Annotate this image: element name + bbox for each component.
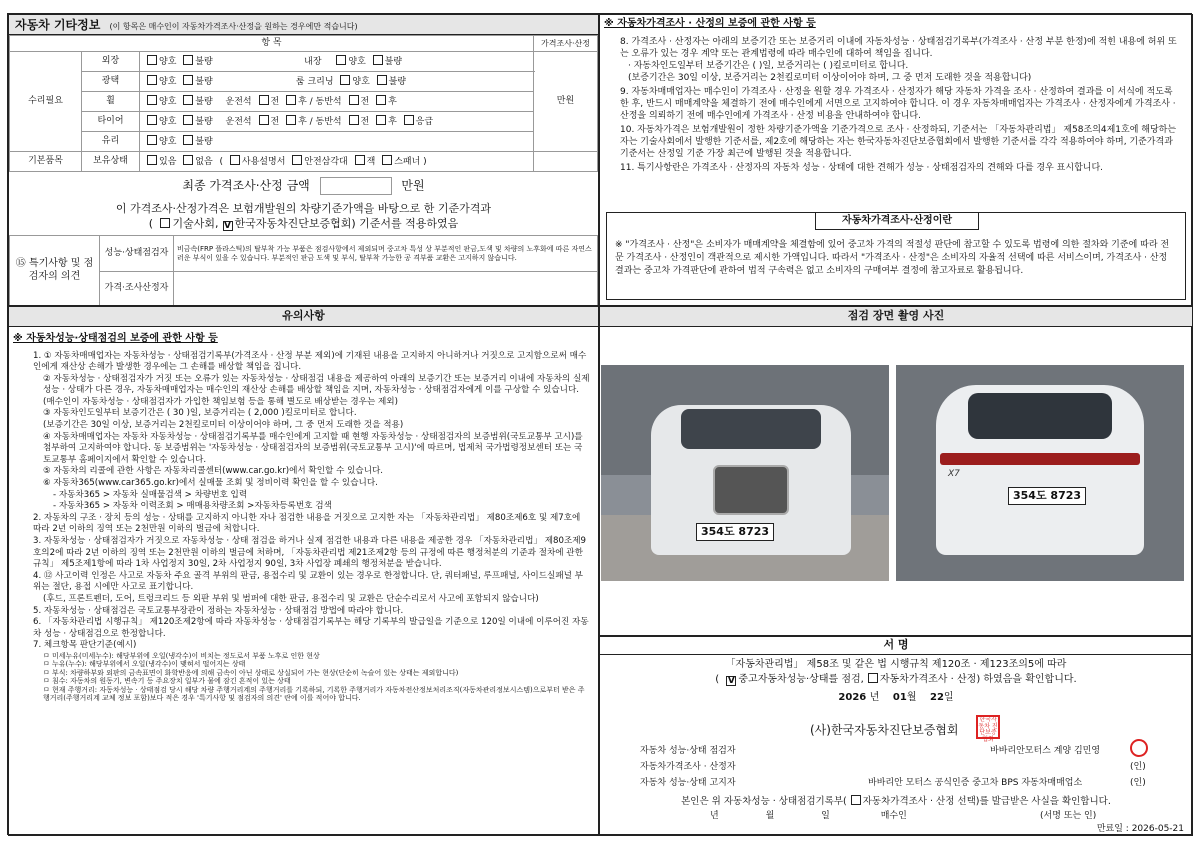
front-license-plate: 354도 8723: [696, 523, 774, 541]
rear-car-badge: X7: [948, 469, 960, 479]
wheel-bad-checkbox[interactable]: [183, 95, 193, 105]
tire-driver-front-checkbox[interactable]: [259, 115, 269, 125]
room-good-checkbox[interactable]: [340, 75, 350, 85]
guarantee-item-9: 9. 자동차매매업자는 매수인이 가격조사 · 산정을 원할 경우 가격조사 · 산정자가 해당 자동차 가격을 조사 · 산정하여 결과를 이 서식에 적도록 한 후, 반드시 매매계약을 체결하기 전에 매수인에게 서면으로 고지하여야 합니다. 이 경우 자동차매매업자는 가격조사 · 산정자에게 가격조사 · 산정을 의뢰하기 전에 매수인에게 가격조사 · 산정 비용을 안내하여야 합니다.: [620, 86, 1176, 121]
criteria-corrosion: ㅁ 부식: 차량하부와 외판의 금속표면이 화학반응에 의해 금속이 아닌 상태로 상실되어 가는 현상(단순히 녹슬어 있는 상태는 제외합니다): [43, 668, 459, 677]
tire-bad-checkbox[interactable]: [183, 115, 193, 125]
kada-checkbox[interactable]: V: [224, 221, 231, 231]
note-1-1: 1. ① 자동차매매업자는 자동차성능 · 상태점검기록부(가격조사 · 산정 부분 제외)에 기재된 내용을 고지하지 아니하거나 거짓으로 고지함으로써 매수인에게 재산상 손해가 발생한 경우에는 그 손해를 배상할 책임을 집니다.: [33, 350, 587, 373]
repair-price-unit: 만원: [534, 52, 598, 152]
none-checkbox[interactable]: [183, 155, 193, 165]
opinion-inspector-text: 비금속(FRP 플라스틱)의 탈부착 가능 부품은 점검사항에서 제외되며 중고차 특성 상 부분적인 판금,도색 및 차량의 노후화에 따른 자연스러운 부식이 있을 수 있습니다. 부분적인 판금 도색 및 부식, 탈부착 가능한 공 격부품 교환은 고지하지 않습니다.: [174, 236, 598, 272]
buyer-signature-field[interactable]: (서명 또는 인): [1040, 811, 1097, 821]
criteria-leak: ㅁ 누유(누수): 해당부위에서 오일(냉각수)이 맺혀서 떨어지는 상태: [43, 660, 246, 669]
signature-org: (사)한국자동차진단보증협회: [810, 723, 959, 737]
gloss-label: 광택: [82, 72, 140, 92]
note-1-5: ⑤ 자동차의 리콜에 관한 사항은 자동차리콜센터(www.car.go.kr)에서 확인할 수 있습니다.: [43, 466, 384, 477]
price-column-header: 가격조사·산정: [534, 36, 598, 52]
price-guarantee-panel: [599, 14, 1193, 306]
note-1-6-a: - 자동차365 > 자동차 실매물검색 > 차량번호 입력: [53, 489, 248, 500]
price-definition-title: 자동차가격조사·산정이란: [815, 212, 979, 230]
room-cleaning-label: 룸 크리닝: [295, 76, 334, 87]
note-7-criteria: [33, 652, 590, 702]
note-5: 5. 자동차성능 · 상태점검은 국토교통부장관이 정하는 자동차성능 · 상태점검 방법에 따라야 합니다.: [33, 605, 404, 616]
notes-header: 유의사항: [9, 307, 598, 327]
spanner-checkbox[interactable]: [382, 155, 392, 165]
opinion-appraiser-text: [174, 272, 598, 306]
guarantee-item-8: 8. 가격조사 · 산정자는 아래의 보증기간 또는 보증거리 이내에 자동차성능 · 상태점검기록부(가격조사 · 산정 부분 한정)에 적힌 내용에 허위 또는 오류가 있는 경우 계약 또는 관계법령에 따라 매수인에 대하여 책임을 집니다.: [620, 36, 1177, 59]
front-car-windshield: [681, 409, 821, 449]
tire-label: 타이어: [82, 112, 140, 132]
interior-label: 내장: [304, 56, 322, 67]
front-car-photo: [601, 365, 889, 581]
note-1-6: ⑥ 자동차365(www.car365.go.kr)에서 실매물 조회 및 정비이력 확인을 할 수 있습니다.: [43, 478, 378, 489]
manual-checkbox[interactable]: [230, 155, 240, 165]
opinion-table: [9, 235, 598, 306]
vehicle-other-info-table: [9, 35, 598, 172]
signature-panel: [599, 636, 1193, 836]
note-4: 4. ⑫ 사고이력 인정은 사고로 자동차 주요 골격 부위의 판금, 용접수리 및 교환이 있는 경우로 한정합니다. 단, 쿼터패널, 루프패널, 사이드실패널 부위는 절단, 용접 시에만 사고로 표기합니다.: [33, 570, 583, 593]
note-2: 2. 자동차의 구조 · 장치 등의 성능 · 상태를 고지하지 아니한 자나 점검한 내용을 거짓으로 고지한 자는 「자동차관리법」 제80조제6호 및 제7호에 따라 2년 이하의 징역 또는 2천만원 이하의 벌금에 처합니다.: [33, 512, 581, 535]
final-price-row: [9, 173, 598, 199]
criteria-fine-leak: ㅁ 미세누유(미세누수): 해당부위에 오일(냉각수)이 비치는 정도로서 부품 노후로 인한 현상: [43, 651, 320, 660]
signature-date: 2026 년 01월 22일: [838, 692, 954, 703]
glass-good-checkbox[interactable]: [147, 135, 157, 145]
signature-rows: [640, 743, 1150, 791]
expiry-date: 만료일 : 2026-05-21: [1096, 824, 1184, 834]
rear-car-photo: [896, 365, 1184, 581]
price-definition-text: ※ "가격조사 · 산정"은 소비자가 매매계약을 체결함에 있어 중고차 가격의 적절성 판단에 참고할 수 있도록 법령에 의한 절차와 기준에 따라 전문 가격조사 · 산정인이 객관적으로 제시한 가액입니다. 따라서 "가격조사 · 산정"은 소비자의 자율적 선택에 따른 서비스이며, 가격조사 · 산정 결과는 중고차 가격판단에 관하여 법적 구속력은 없고 소비자의 구매여부 결정에 참고자료로 활용됩니다.: [615, 240, 1170, 276]
tire-good-checkbox[interactable]: [147, 115, 157, 125]
signature-row-appraiser: 자동차가격조사 · 산정자 (인): [640, 762, 1146, 772]
rear-car-lights: [940, 453, 1140, 465]
room-bad-checkbox[interactable]: [377, 75, 387, 85]
rear-license-plate: 354도 8723: [1008, 487, 1086, 505]
notes-list: [9, 349, 598, 703]
signature-law-line: 「자동차관리법」 제58조 및 같은 법 시행규칙 제120조 · 제123조의5에 따라: [725, 659, 1067, 670]
tire-driver-rear-checkbox[interactable]: [286, 115, 296, 125]
opinion-label: ⑮ 특기사항 및 점검자의 의견: [10, 236, 100, 306]
price-selection-checkbox[interactable]: [851, 795, 861, 805]
interior-bad-checkbox[interactable]: [373, 55, 383, 65]
wheel-label: 휠: [82, 92, 140, 112]
guarantee-item-8-period: · 자동차인도일부터 보증기간은 ( )일, 보증거리는 ( )킬로미터로 합니다.: [628, 60, 909, 71]
status-label: 보유상태: [82, 152, 140, 172]
org-seal-stamp: 한국자동차 진단보증협회: [976, 715, 1000, 739]
performance-check-checkbox[interactable]: V: [727, 675, 735, 686]
wheel-driver-rear-checkbox[interactable]: [286, 95, 296, 105]
glass-bad-checkbox[interactable]: [183, 135, 193, 145]
photos-panel: [599, 306, 1193, 636]
front-car-grille: [713, 465, 789, 515]
inspector-seal-stamp: [1130, 739, 1148, 757]
note-1-6-b: - 자동차365 > 자동차 이력조회 > 매매용차량조회 >자동차등록번호 검색: [53, 501, 332, 512]
note-1-4: ④ 자동차매매업자는 자동차 자동차성능 · 상태점검기록부를 매수인에게 고지할 때 현행 자동차성능 · 상태점검자의 보증범위(국토교통부 고시)를 첨부하여 고지하여야 합니다. 동 보증범위는 '자동차성능 · 상태점검자의 보증범위(국토교통부 고시)'에 따르며, 법제처 국가법령정보센터 또는 국토교통부 홈페이지에서 확인할 수 있습니다.: [43, 431, 583, 465]
guarantee-item-11: 11. 특기사항란은 가격조사 · 산정자의 자동차 성능 · 상태에 대한 견해가 성능 · 상태점검자의 견해와 다를 경우 표시합니다.: [620, 162, 1104, 173]
basic-group-label: 기본품목: [10, 152, 82, 172]
note-6: 6. 「자동차관리법 시행규칙」 제120조제2항에 따라 자동차성능 · 상태점검기록부는 해당 기록부의 발급일을 기준으로 120일 이내에 이루어진 자동차 성능 · 상태점검으로 한정합니다.: [33, 617, 589, 639]
item-column-header: 항 목: [10, 36, 534, 52]
tire-passenger-front-checkbox[interactable]: [349, 115, 359, 125]
criteria-flood: ㅁ 침수: 자동차의 원동기, 변속기 등 주요장치 일부가 물에 잠긴 흔적이 있는 상태: [43, 677, 291, 686]
note-1-3: ③ 자동차인도일부터 보증기간은 ( 30 )일, 보증거리는 ( 2,000 )킬로미터로 합니다.: [43, 408, 357, 419]
note-4-note: (후드, 프론트펜더, 도어, 트렁크리드 등 외판 부위 및 범퍼에 대한 판금, 용접수리 및 교환은 단순수리로서 사고에 포함되지 않습니다): [43, 593, 539, 604]
exterior-label: 외장: [82, 52, 140, 72]
guarantee-item-10: 10. 자동차가격은 보험개발원이 정한 차량기준가액을 기준가격으로 조사 · 산정하되, 기준서는 「자동차관리법」 제58조의4제1호에 해당하는 자는 기술사회에서 발행한 기준서를, 제2호에 해당하는 자는 한국자동차진단보증협회에서 발행한 기준서를 각각 적용하여야 하며, 기준가격과 기준서는 산정일 기준 가장 최근에 발행된 것을 적용합니다.: [620, 124, 1177, 159]
tire-options: 양호 불량 운전석 전 후 / 동반석 전 후 응급: [140, 112, 534, 132]
gloss-options: 양호 불량 룸 크리닝 양호 불량: [140, 72, 534, 92]
vehicle-other-info-title: 자동차 기타정보: [15, 18, 101, 32]
interior-good-checkbox[interactable]: [336, 55, 346, 65]
note-1-2: ② 자동차성능 · 상태점검자가 거짓 또는 오류가 있는 자동차성능 · 상태점검 내용을 제공하여 아래의 보증기간 또는 보증거리 이내에 자동차의 실제 성능 · 상태가 다른 경우, 자동차매매업자는 매수인의 재산상 손해를 배상할 책임을 지며, 자동차성능 · 상태점검자에게 이를 구상할 수 있습니다.(매수인이 자동차성능 · 상태점검자가 가입한 책임보험 등을 통해 별도로 배상받는 경우는 제외): [43, 373, 590, 407]
signature-confirm-line: ( V 중고자동차성능·상태를 점검, 자동차가격조사 · 산정) 하였음을 확인합니다.: [715, 673, 1077, 686]
receipt-confirm-line: 본인은 위 자동차성능 · 상태점검기록부( 자동차가격조사 · 산정 선택)를 발급받은 사실을 확인합니다.: [681, 796, 1111, 807]
photos-header: 점검 장면 촬영 사진: [600, 307, 1192, 327]
wheel-good-checkbox[interactable]: [147, 95, 157, 105]
rear-car-window: [968, 393, 1112, 439]
tire-passenger-rear-checkbox[interactable]: [376, 115, 386, 125]
signature-header: 서 명: [600, 637, 1192, 655]
wheel-passenger-front-checkbox[interactable]: [349, 95, 359, 105]
wheel-driver-front-checkbox[interactable]: [259, 95, 269, 105]
glass-options: 양호 불량: [140, 132, 534, 152]
notes-section-title: ※ 자동차성능·상태점검의 보증에 관한 사항 등: [13, 333, 218, 344]
gloss-bad-checkbox[interactable]: [183, 75, 193, 85]
opinion-inspector-label: 성능·상태점검자: [100, 236, 174, 272]
vehicle-other-info-header: [9, 15, 598, 35]
exterior-options: 양호 불량 내장 양호 불량: [140, 52, 534, 72]
price-basis-text: [9, 201, 598, 231]
final-price-input[interactable]: [320, 177, 392, 195]
repair-group-label: 수리필요: [10, 52, 82, 152]
price-basis-line1: 이 가격조사·산정가격은 보험개발원의 차량기준가액을 바탕으로 한 기준가격과: [115, 202, 492, 215]
jack-checkbox[interactable]: [355, 155, 365, 165]
exterior-good-checkbox[interactable]: [147, 55, 157, 65]
have-checkbox[interactable]: [147, 155, 157, 165]
triangle-checkbox[interactable]: [292, 155, 302, 165]
final-price-unit: 만원: [401, 178, 425, 193]
gloss-good-checkbox[interactable]: [147, 75, 157, 85]
guarantee-item-8-note: (보증기간은 30일 이상, 보증거리는 2천킬로미터 이상이어야 하며, 그 중 먼저 도래한 것을 적용합니다): [628, 72, 1032, 83]
buyer-date-line: 년 월 일 매수인 (서명 또는 인): [710, 811, 1097, 821]
basic-items-options: 있음 없음 ( 사용설명서 안전삼각대 잭 스패너 ): [140, 152, 534, 172]
price-definition-box: [606, 212, 1186, 300]
glass-label: 유리: [82, 132, 140, 152]
inspection-record-page: [7, 13, 1192, 835]
tire-emergency-checkbox[interactable]: [404, 115, 414, 125]
signature-row-notifier: 자동차 성능·상태 고지자 바바리안 모터스 공식인증 중고차 BPS 자동차매매업소 (인): [640, 778, 1146, 788]
price-guarantee-title: ※ 자동차가격조사 · 산정의 보증에 관한 사항 등: [604, 18, 816, 29]
note-3: 3. 자동차성능 · 상태점검자가 거짓으로 자동차성능 · 상태 점검을 하거나 실제 점검한 내용과 다른 내용을 제공한 경우 「자동차관리법」 제80조제9호의2에 따라 2년 이하의 징역 또는 2천만원 이하의 벌금에 처하며, 「자동차관리법 제21조제2항 등의 규정에 따른 행정처분의 기준과 절차에 관한 규칙」 제5조제1항에 따라 1차 사업정지 30일, 2차 사업정지 90일, 3차 사업장 폐쇄의 행정처분을 받습니다.: [33, 536, 587, 570]
vehicle-other-info-panel: [8, 14, 599, 306]
final-price-label: 최종 가격조사·산정 금액: [182, 178, 310, 193]
wheel-options: 양호 불량 운전석 전 후 / 동반석 전 후: [140, 92, 534, 112]
criteria-mileage: ㅁ 현재 주행거리: 자동차성능 · 상태점검 당시 해당 차량 주행거리계의 주행거리를 기록하되, 기록한 주행거리가 자동차전산정보처리조직(자동차관리정보시스템)으로부터 받은 주행거리(주행거리계 교체 정보 포함)보다 적은 경우 '특기사항 및 점검자의 의견' 란에 이를 적어야 합니다.: [43, 685, 585, 702]
opinion-appraiser-label: 가격·조사산정자: [100, 272, 174, 306]
notes-panel: [8, 306, 599, 836]
price-check-checkbox[interactable]: [868, 673, 878, 683]
price-guarantee-items: [600, 34, 1192, 174]
exterior-bad-checkbox[interactable]: [183, 55, 193, 65]
note-1-3-note: (보증기간은 30일 이상, 보증거리는 2천킬로미터 이상이어야 하며, 그 중 먼저 도래한 것을 적용): [43, 420, 404, 431]
wheel-passenger-rear-checkbox[interactable]: [376, 95, 386, 105]
vehicle-other-info-subtitle: (이 항목은 매수인이 자동차가격조사·산정을 원하는 경우에만 적습니다): [109, 22, 358, 31]
signature-row-inspector: 자동차 성능·상태 점검자 바바리안모터스 계양 김민영: [640, 743, 1150, 759]
note-7: 7. 체크항목 판단기준(예시): [33, 640, 137, 651]
price-basis-line2: ( 기술사회, V 한국자동차진단보증협회) 기준서를 적용하였음: [148, 217, 459, 231]
engineer-society-checkbox[interactable]: [160, 218, 170, 228]
